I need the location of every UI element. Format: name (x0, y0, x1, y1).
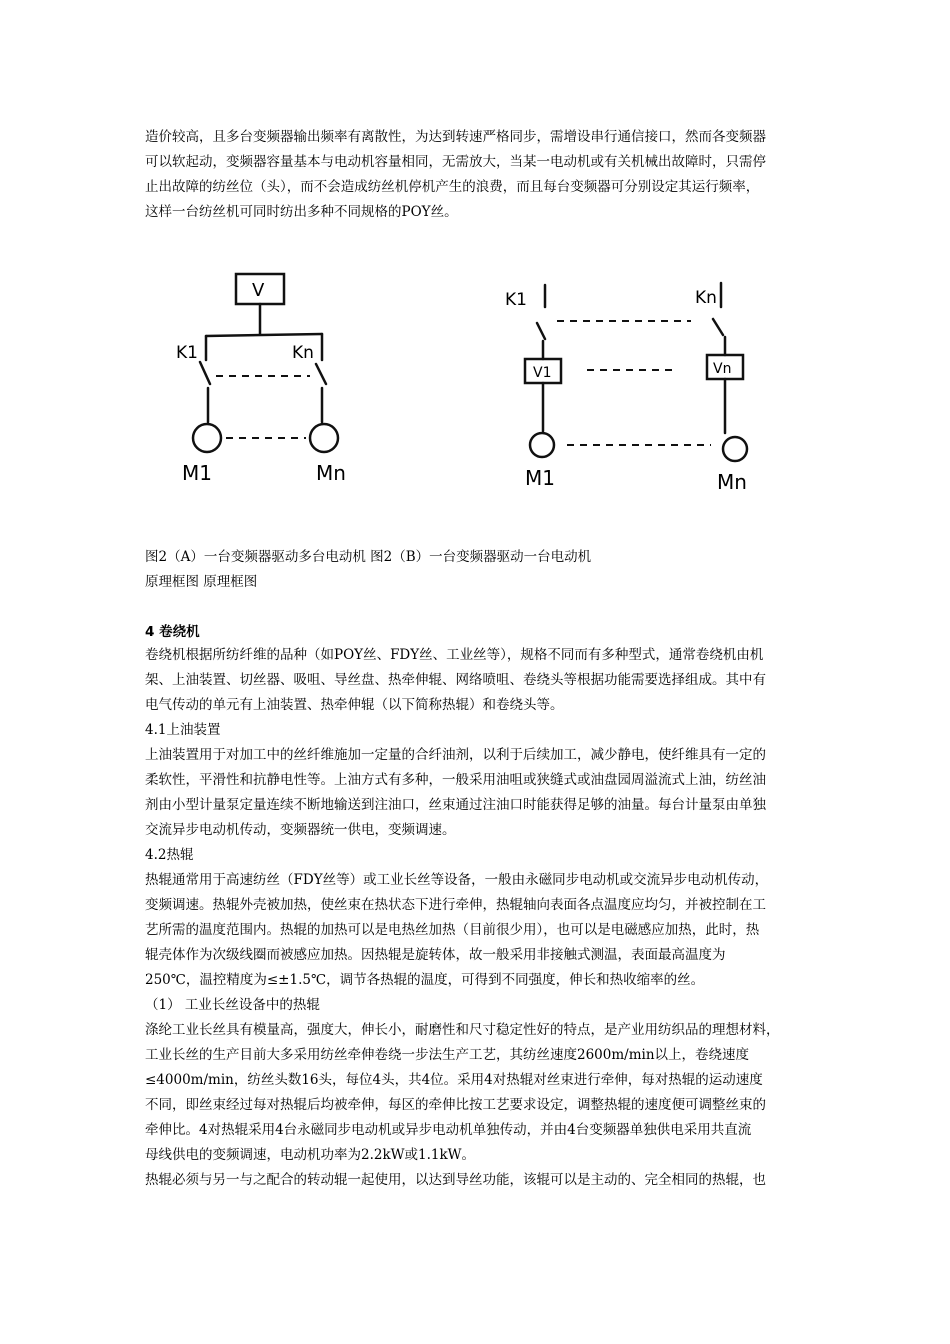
text-line: 上油装置用于对加工中的丝纤维施加一定量的合纤油剂，以利于后续加工，减少静电，使纤维具有一定的 (145, 747, 766, 763)
text-line: 架、上油装置、切丝器、吸咀、导丝盘、热牵伸辊、网络喷咀、卷绕头等根据功能需要选择组成。其中有 (145, 672, 766, 688)
text-line: 可以软起动，变频器容量基本与电动机容量相同，无需放大，当某一电动机或有关机械出故障时，只需停 (145, 154, 766, 170)
text-line: 辊壳体作为次级线圈而被感应加热。因热辊是旋转体，故一般采用非接触式测温，表面最高温度为 (145, 947, 726, 963)
motor-mn (310, 424, 338, 452)
inverter-label: V (252, 280, 265, 301)
caption-line: 原理框图 原理框图 (145, 574, 258, 590)
section-heading: 4 卷绕机 (145, 624, 200, 640)
figure-2b-diagram (495, 275, 775, 505)
motor-mn-label: Mn (717, 470, 747, 494)
text-line: 卷绕机根据所纺纤维的品种（如POY丝、FDY丝、工业丝等），规格不同而有多种型式，通常卷绕机由机 (145, 647, 764, 663)
caption-line: 图2（A）一台变频器驱动多台电动机 图2（B）一台变频器驱动一台电动机 (145, 549, 592, 565)
subsection-heading: （1） 工业长丝设备中的热辊 (145, 997, 320, 1013)
text-line: 不同，即丝束经过每对热辊后均被牵伸，每区的牵伸比按工艺要求设定，调整热辊的速度便可调整丝束的 (145, 1097, 766, 1113)
motor-m1-label: M1 (525, 466, 555, 490)
switch-kn-label: Kn (292, 343, 314, 363)
switch-k1 (200, 362, 210, 384)
text-line: 热辊必须与另一与之配合的转动辊一起使用，以达到导丝功能，该辊可以是主动的、完全相同的热辊，也 (145, 1172, 766, 1188)
motor-m1 (530, 433, 554, 457)
text-line: 变频调速。热辊外壳被加热，使丝束在热状态下进行牵伸，热辊轴向表面各点温度应均匀，并被控制在工 (145, 897, 766, 913)
motor-mn-label: Mn (316, 461, 346, 485)
text-line: ≤4000m/min，纺丝头数16头，每位4头，共4位。采用4对热辊对丝束进行牵伸，每对热辊的运动速度 (145, 1072, 763, 1088)
motor-m1 (193, 424, 221, 452)
text-line: 柔软性，平滑性和抗静电性等。上油方式有多种，一般采用油咀或狭缝式或油盘园周溢流式上油，纺丝油 (145, 772, 766, 788)
text-line: 止出故障的纺丝位（头），而不会造成纺丝机停机产生的浪费，而且每台变频器可分别设定其运行频率， (145, 179, 760, 195)
motor-m1-label: M1 (182, 461, 212, 485)
intro-paragraph (145, 125, 815, 225)
switch-k1-label: K1 (505, 290, 527, 310)
switch-kn-label: Kn (695, 288, 717, 308)
text-line: 热辊通常用于高速纺丝（FDY丝等）或工业长丝等设备，一般由永磁同步电动机或交流异步电动机传动， (145, 872, 769, 888)
text-line: 电气传动的单元有上油装置、热牵伸辊（以下简称热辊）和卷绕头等。 (145, 697, 564, 713)
text-line: 剂由小型计量泵定量连续不断地输送到注油口，丝束通过注油口时能获得足够的油量。每台计量泵由单独 (145, 797, 766, 813)
text-line: 母线供电的变频调速，电动机功率为2.2kW或1.1kW。 (145, 1147, 476, 1163)
figure-caption (145, 545, 591, 595)
text-line: 艺所需的温度范围内。热辊的加热可以是电热丝加热（目前很少用），也可以是电磁感应加热，此时，热 (145, 922, 760, 938)
text-line: 牵伸比。4对热辊采用4台永磁同步电动机或异步电动机单独传动，并由4台变频器单独供电采用共直流 (145, 1122, 752, 1138)
text-line: 造价较高，且多台变频器输出频率有离散性，为达到转速严格同步，需增设串行通信接口，然而各变频器 (145, 129, 766, 145)
text-line: 工业长丝的生产目前大多采用纺丝牵伸卷绕一步法生产工艺，其纺丝速度2600m/min以上，卷绕速度 (145, 1047, 750, 1063)
motor-mn (723, 437, 747, 461)
figure-2a-diagram (160, 260, 380, 500)
text-line: 交流异步电动机传动，变频器统一供电，变频调速。 (145, 822, 456, 838)
switch-k1 (537, 323, 545, 339)
switch-kn (713, 319, 723, 335)
section-body (145, 643, 815, 1193)
inverter-v1-label: V1 (533, 365, 552, 381)
text-line: 250℃，温控精度为≤±1.5℃，调节各热辊的温度，可得到不同强度，伸长和热收缩率的丝。 (145, 972, 705, 988)
subsection-heading: 4.2热辊 (145, 847, 194, 863)
switch-kn (316, 364, 326, 384)
text-line: 这样一台纺丝机可同时纺出多种不同规格的POY丝。 (145, 204, 458, 220)
subsection-heading: 4.1上油装置 (145, 722, 221, 738)
text-line: 涤纶工业长丝具有模量高，强度大，伸长小，耐磨性和尺寸稳定性好的特点，是产业用纺织品的理想材料， (145, 1022, 780, 1038)
switch-k1-label: K1 (176, 343, 198, 363)
inverter-vn-label: Vn (713, 361, 732, 377)
